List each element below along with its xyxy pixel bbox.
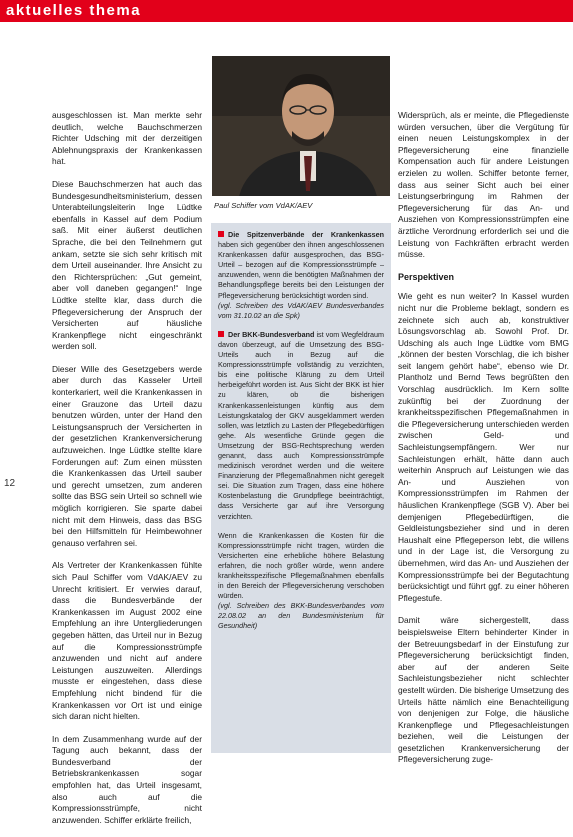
section-heading: Perspektiven xyxy=(398,271,455,282)
paragraph: Als Vertreter der Krankenkassen fühlte sich Paul Schiffer vom VdAK/AEV zu Unrecht kritisiert. Er verwies darauf, dass die Bundesverbände der Krankenkassen im August 2002 eine Empfehlung an ihre Untergliederungen gegeben hätten, das Urteil nur in Bezug auf die Kompressionsstrümpfe anzuwenden und nicht auf andere Leistungen auszuweiten. Allerdings musste er eingestehen, dass diese Empfehlung nicht bindend für die Krankenkassen vor Ort ist und einige sich daran nicht hielten. xyxy=(52,560,202,722)
info-source-note: (vgl. Schreiben des BKK-Bundesverbandes vom 22.08.02 an den Bundesministerium für Gesundheit) xyxy=(218,601,384,631)
section-banner xyxy=(0,0,573,22)
paragraph: ausgeschlossen ist. Man merkte sehr deutlich, welche Bauchschmerzen Richter Udsching mit der derzeitigen Ablehnungspraxis der Krankenkassen hat. xyxy=(52,110,202,167)
paragraph: Damit wäre sichergestellt, dass beispielsweise Eltern behinderter Kinder in der Betreuungsbedarf in der Einstufung zur Pflegeversicherung berücksichtigt finden, aber auf der anderen Seite Sachleistungsbezieher nicht schlechter gestellt würden. Die bisherige Umsetzung des Urteils hätte nämlich eine Benachteiligung von denjenigen zur Folge, die häusliche Krankenpflege und Pflegesachleistungen beziehen, weil die Leistungen der gesetzlichen Krankenversicherung der Pflegeversicherung zuge- xyxy=(398,615,569,765)
red-square-icon xyxy=(218,331,224,337)
info-box-text xyxy=(218,230,384,641)
article-column-right xyxy=(398,110,569,777)
paragraph: Dieser Wille des Gesetzgebers werde aber durch das Kasseler Urteil konterkariert, weil die Krankenkassen in einer Grauzone das Urteil dazu benutzen würden, unter der Hand den Leistungsanspruch der Versicherten in der gesetzlichen Krankenversicherung aufzuweichen. Inge Lüdtke stellte klare Forderungen auf: Zum einen müssten die Krankenkassen das Urteil sauber und gerecht umsetzen, zum anderen sollte das BSG sein Urteil so schnell wie möglich korrigieren. Sie sparte dabei nicht mit dem Hinweis, dass das BSG bei den Hilfsmitteln für Heimbewohner genauso verfahren sei. xyxy=(52,363,202,548)
paragraph: In dem Zusammenhang wurde auf der Tagung auch bekannt, dass der Bundesverband der Betriebskrankenkassen sogar empfohlen hat, das Urteil insgesamt, also auch auf die Kompressionsstrümpfe, nicht anzuwenden. Schiffer erklärte freilich, xyxy=(52,733,202,825)
info-lead: Die Spitzenverbände der Krankenkassen xyxy=(228,230,384,239)
paragraph: Widersprüch, als er meinte, die Pflegedienste würden versuchen, über die Vergütung für einen neuen Leistungskomplex in der Pflegeversicherung eine finanzielle Kompensation auch für andere Leistungen erzielen zu wollen. Schiffer betonte ferner, dass aus seiner Sicht auch bei einer Leistungserbringung im Rahmen der Pflegeversicherung für das An- und Ausziehen von Kompressionsstrümpfen eine ärztliche Verordnung erforderlich sei und die Leistung von Fachkräften erbracht werden müsse. xyxy=(398,110,569,260)
info-source-note: (vgl. Schreiben des VdAK/AEV Bundesverbandes vom 31.10.02 an die Spk) xyxy=(218,300,384,320)
info-item xyxy=(218,330,384,522)
photo-caption: Paul Schiffer vom VdAK/AEV xyxy=(214,201,313,210)
paragraph: Diese Bauchschmerzen hat auch das Bundesgesundheitsministerium, dessen Unterabteilungsleiterin Inge Lüdtke ebenfalls in Kassel auf dem Podium saß. Mit einer äußerst deutlichen Sprache, die bei den Teilnehmern gut ankam, setzte sie sich sehr kritisch mit dem Urteil auseinander. Ihre Ansicht zu den Richtersprüchen: „Gut gemeint, aber voll daneben gegangen!“ Inge Lüdtke stellte klar, dass durch die Pflegeversicherung der Anspruch der Versicherten auf häusliche Krankenpflege nicht eingeschränkt werden soll. xyxy=(52,178,202,352)
paragraph: Wie geht es nun weiter? In Kassel wurden nicht nur die Probleme beklagt, sondern es zeichnete sich auch ab, konstruktiver Lösungsvorschlag ab. Sowohl Prof. Dr. Udsching als auch Inge Lüdtke vom BMG „können der besten Vorschlag, die ich bisher seit langem gehört habe“, ebenso wie Dr. Plantholz und Bernd Tews begrüßten den Vorschlag ausdrücklich. Im Kern sollte zukünftig bei der Zuordnung der krankheitsspezifischen Pflegemaßnahmen in die Pflegeversicherung unterschieden werden zwischen Geld- und Sachleistungsempfängern. Wer nur Sachleistungen erhält, hätte dann auch weiterhin Anspruch auf Leistungen wie das An- und Ausziehen von Kompressionsstrümpfen im Rahmen der häuslichen Krankenpflege (SGB V). Aber bei demjenigen Pflegebedürftigen, die Geldleistungsbezieher sind und in deren Haushalt eine Pflegeperson lebt, die willens und in der Lage ist, die Versorgung zu übernehmen, wird das An- und Ausziehen der Kompressionsstrümpfe bei der Begutachtung berücksichtigt und führt ggf. zu einer höheren Pflegestufe. xyxy=(398,291,569,603)
info-lead: Der BKK-Bundesverband xyxy=(228,329,315,339)
info-item xyxy=(218,531,384,632)
section-title: aktuelles thema xyxy=(6,2,142,19)
page-number: 12 xyxy=(4,478,16,489)
info-text: Wenn die Krankenkassen die Kosten für die Kompressionsstrümpfe nicht tragen, würden die Versicherten eine erhebliche höhere Belastung erfahren, die noch größer würde, wenn andere krankheitsspezifische Pflegemaßnahmen ebenfalls in den Bereich der Pflegeversicherung verschoben würden. xyxy=(218,530,384,601)
article-column-left xyxy=(52,110,202,837)
speaker-photo xyxy=(212,56,390,196)
info-text: ist vom Wegfeldraum davon überzeugt, auf die Umsetzung des BSG-Urteils auch in Bezug auf die Kompressionsstrümpfe vollständig zu verzichten, bis eine politische Klärung zu dem Urteil herbeigeführt worden ist. Aus Sicht der BKK ist hier zu klären, ob die bisherigen Krankenkassenleistungen künftig aus dem Leistungskatalog der GKV ausgeklammert werden sollen, was letztlich zu Lasten der Pflegebedürftigen gehe. Als wesentliche Gründe gegen die Umsetzung der BSG-Rechtsprechung werden genannt, dass auch Kompressionsstrümpfe medizinisch verordnet werden und die weitere Finanzierung der Pflegemaßnahmen nicht geregelt sei. Die Situation zum Tragen, dass eine höhere Kostenbelastung die Grundpflege beeinträchtigt, dass Versicherte gar auf ihre Versorgung verzichten. xyxy=(218,329,384,521)
red-square-icon xyxy=(218,231,224,237)
info-text: haben sich gegenüber den ihnen angeschlossenen Krankenkassen dafür ausgesprochen, das BSG-Urteil – bezogen auf die Kompressionsstrümpfe – anzuwenden, wenn die benötigten Maßnahmen der Behandlungspflege bereits bei den Leistungen der Pflegeversicherung berücksichtigt worden sind. xyxy=(218,240,384,300)
info-item xyxy=(218,230,384,321)
